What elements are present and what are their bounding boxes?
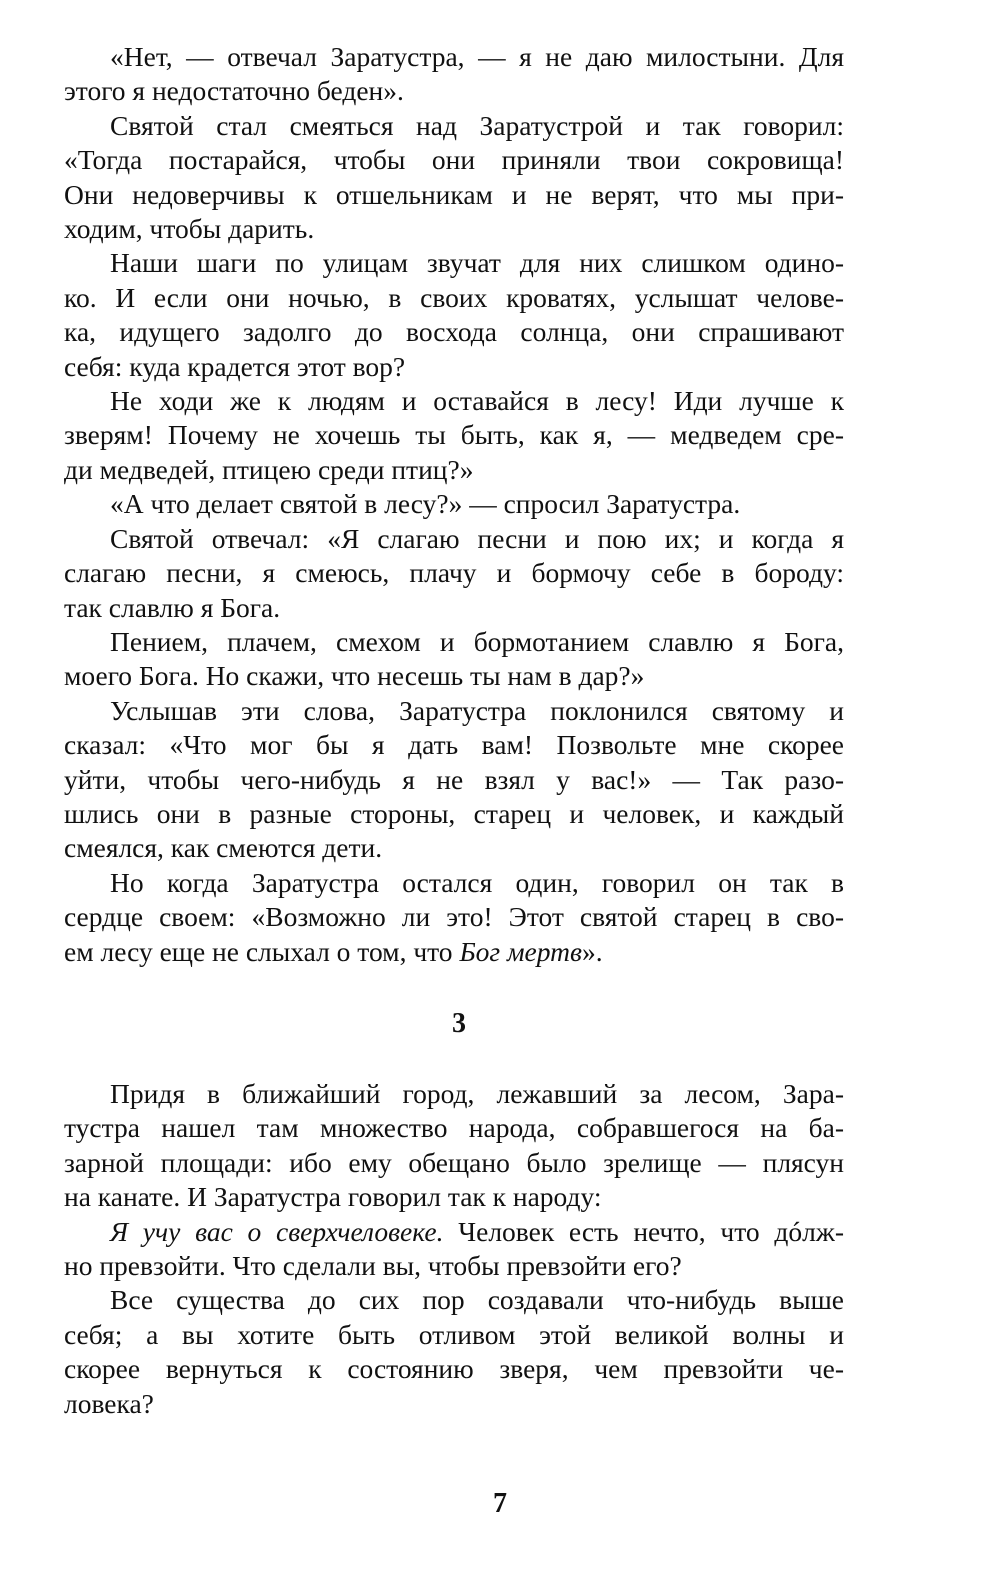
text-line: на канате. И Заратустра говорил так к народу: xyxy=(64,1181,602,1213)
text-line: но превзойти. Что сделали вы, чтобы превзойти его? xyxy=(64,1250,682,1281)
paragraph xyxy=(64,625,844,694)
page-number: 7 xyxy=(493,1488,507,1519)
text-line: Все существа до сих пор создавали что-нибудь выше xyxy=(110,1284,844,1316)
text-line: зарной площади: ибо ему обещано было зрелище — плясун xyxy=(64,1146,844,1178)
text-run: ем лесу еще не слыхал о том, что xyxy=(64,935,460,967)
text-line: Пением, плачем, смехом и бормотанием славлю я Бога, xyxy=(110,625,844,657)
paragraph xyxy=(64,487,844,521)
section-number: 3 xyxy=(452,1007,466,1039)
text-line: «А что делает святой в лесу?» — спросил Заратустра. xyxy=(110,488,741,520)
text-line: Святой отвечал: «Я слагаю песни и пою их; и когда я xyxy=(110,522,844,554)
text-run: Человек есть нечто, что дóлж- xyxy=(443,1215,844,1247)
book-page xyxy=(64,40,844,1421)
text-line: моего Бога. Но скажи, что несешь ты нам в дар?» xyxy=(64,660,645,692)
text-line: шлись они в разные стороны, старец и человек, и каждый xyxy=(64,797,844,829)
text-line: Но когда Заратустра остался один, говорил он так в xyxy=(110,866,844,898)
paragraph xyxy=(64,866,844,969)
text-line: уйти, чтобы чего-нибудь я не взял у вас!» — Так разо- xyxy=(64,763,844,795)
paragraph xyxy=(64,1077,844,1215)
text-line: Придя в ближайший город, лежавший за лесом, Зара- xyxy=(110,1077,844,1109)
text-line: скорее вернуться к состоянию зверя, чем превзойти че- xyxy=(64,1353,844,1385)
paragraph xyxy=(64,40,844,109)
paragraph xyxy=(64,384,844,487)
text-line xyxy=(64,1215,844,1249)
text-line: Не ходи же к людям и оставайся в лесу! Иди лучше к xyxy=(110,385,844,417)
text-line: сказал: «Что мог бы я дать вам! Позвольте мне скорее xyxy=(64,729,844,761)
text-line: Услышав эти слова, Заратустра поклонился святому и xyxy=(110,694,844,726)
paragraph xyxy=(64,109,844,247)
text-line: Наши шаги по улицам звучат для них слишком одино- xyxy=(110,247,844,279)
text-line: Они недоверчивы к отшельникам и не верят, что мы при- xyxy=(64,178,844,210)
text-line: так славлю я Бога. xyxy=(64,591,281,623)
italic-emphasis: Бог мертв xyxy=(459,935,582,967)
text-line: «Нет, — отвечал Заратустра, — я не даю милостыни. Для xyxy=(110,41,844,72)
text-line: тустра нашел там множество народа, собравшегося на ба- xyxy=(64,1112,844,1144)
paragraph xyxy=(64,522,844,625)
text-line: сердце своем: «Возможно ли это! Этот святой старец в сво- xyxy=(64,901,844,933)
text-run: ». xyxy=(581,935,603,967)
text-line: себя; а вы хотите быть отливом этой великой волны и xyxy=(64,1318,844,1350)
italic-emphasis: Я учу вас о сверхчеловеке. xyxy=(110,1215,444,1247)
text-line: слагаю песни, я смеюсь, плачу и бормочу себе в бороду: xyxy=(64,557,844,589)
paragraph xyxy=(64,1283,844,1421)
text-line xyxy=(64,935,844,969)
text-line: себя: куда крадется этот вор? xyxy=(64,350,406,382)
text-line: ка, идущего задолго до восхода солнца, они спрашивают xyxy=(64,316,844,348)
text-line: зверям! Почему не хочешь ты быть, как я, — медведем сре- xyxy=(64,419,844,451)
text-line: Святой стал смеяться над Заратустрой и так говорил: xyxy=(110,109,844,141)
paragraph xyxy=(64,1215,844,1284)
text-line: ко. И если они ночью, в своих кроватях, услышат челове- xyxy=(64,281,844,313)
text-line: ходим, чтобы дарить. xyxy=(64,213,315,245)
text-line: смеялся, как смеются дети. xyxy=(64,832,383,864)
paragraph xyxy=(64,246,844,384)
text-line: этого я недостаточно беден». xyxy=(64,75,404,107)
text-line: ди медведей, птицею среди птиц?» xyxy=(64,453,474,485)
text-line: «Тогда постарайся, чтобы они приняли твои сокровища! xyxy=(64,144,844,176)
text-line: ловека? xyxy=(64,1387,154,1419)
paragraph xyxy=(64,694,844,866)
